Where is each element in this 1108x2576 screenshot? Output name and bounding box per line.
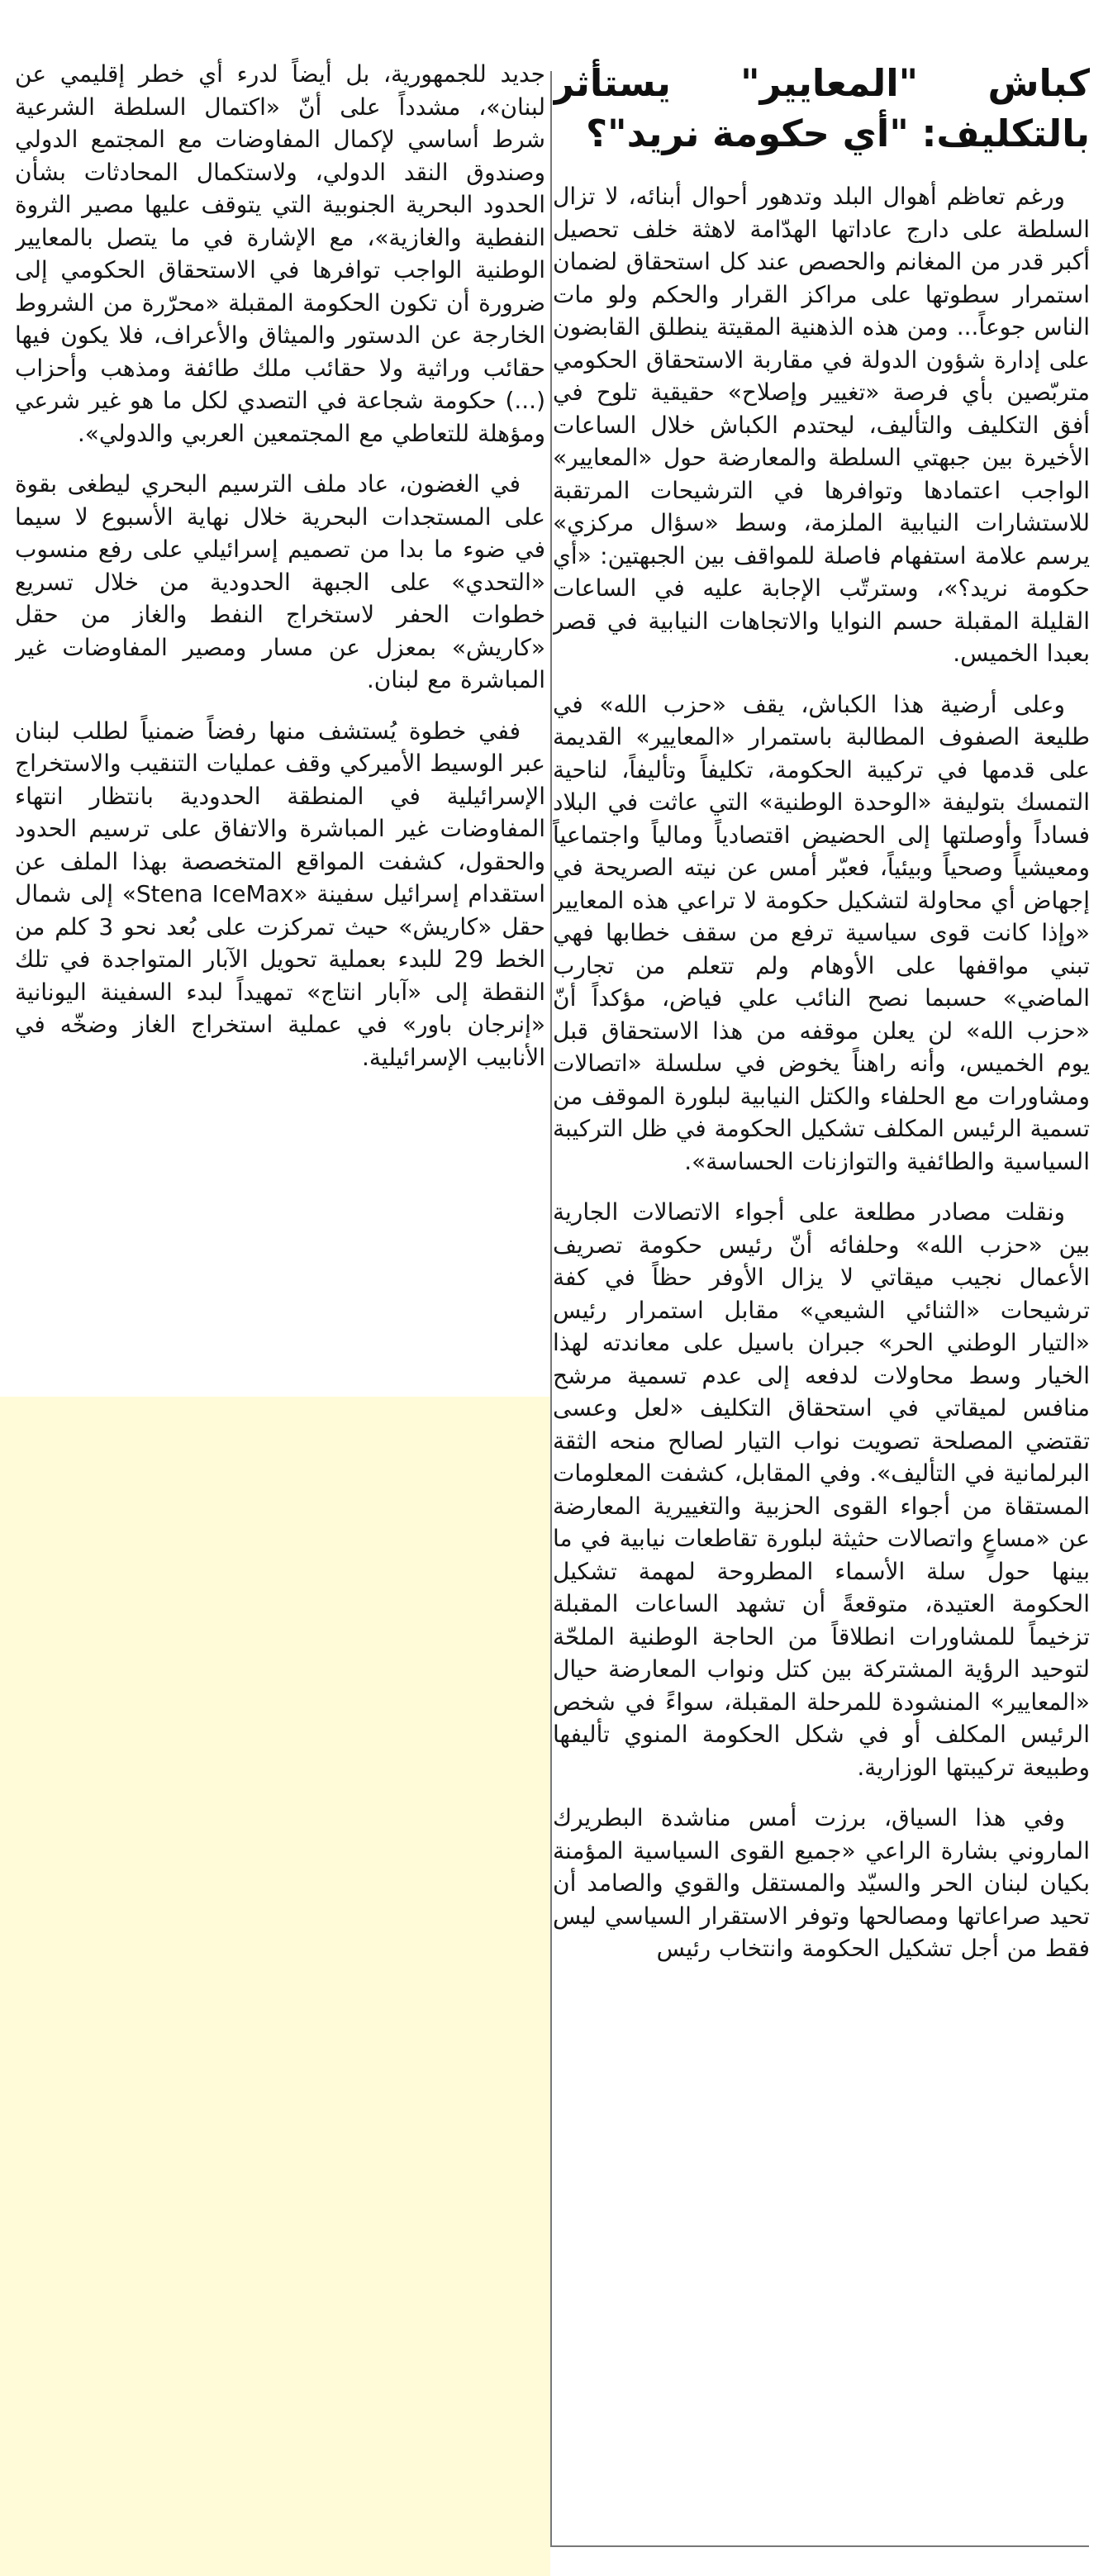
article-paragraph: في الغضون، عاد ملف الترسيم البحري ليطغى بقوة على المستجدات البحرية خلال نهاية الأسبوع لا سيما في ضوء ما بدا من تصميم إسرائيلي على رفع منسوب «التحدي» على الجبهة الحدودية من خلال تسريع خطوات الحفر لاستخراج النفط والغاز من حقل «كاريش» بمعزل عن مسار ومصير المفاوضات غير المباشرة مع لبنان. — [15, 470, 545, 693]
article-paragraph: ففي خطوة يُستشف منها رفضاً ضمنياً لطلب لبنان عبر الوسيط الأميركي وقف عمليات التنقيب والاستخراج الإسرائيلية في المنطقة الحدودية بانتظار انتهاء المفاوضات غير المباشرة والاتفاق على ترسيم الحدود والحقول، كشفت المواقع المتخصصة بهذا الملف عن استقدام إسرائيل سفينة «Stena IceMax» إلى شمال حقل «كاريش» حيث تمركزت على بُعد نحو 3 كلم من الخط 29 للبدء بعملية تحويل الآبار المتواجدة في تلك النقطة إلى «آبار انتاج» تمهيداً لبدء السفينة اليونانية «إنرجان باور» في عملية استخراج الغاز وضخّه في الأنابيب الإسرائيلية. — [15, 717, 545, 1071]
article-paragraph: وفي هذا السياق، برزت أمس مناشدة البطريرك الماروني بشارة الراعي «جميع القوى السياسية المؤمنة بكيان لبنان الحر والسيّد والمستقل والقوي والصامد أن تحيد صراعاتها ومصالحها وتوفر الاستقرار السياسي ليس فقط من أجل تشكيل الحكومة وانتخاب رئيس — [553, 1804, 1090, 1962]
article-paragraph-continued: جديد للجمهورية، بل أيضاً لدرء أي خطر إقليمي عن لبنان»، مشدداً على أنّ «اكتمال السلطة الشرعية شرط أساسي لإكمال المفاوضات مع المجتمع الدولي وصندوق النقد الدولي، ولاستكمال المحادثات بشأن الحدود البحرية الجنوبية التي يتوقف عليها مصير الثروة النفطية والغازية»، مع الإشارة في ما يتصل بالمعايير الوطنية الواجب توافرها في الاستحقاق الحكومي إلى ضرورة أن تكون الحكومة المقبلة «محرّرة من الشروط الخارجة عن الدستور والميثاق والأعراف، فلا يكون فيها حقائب وراثية ولا حقائب ملك طائفة ومذهب وأحزاب (...) حكومة شجاعة في التصدي لكل ما هو غير شرعي ومؤهلة للتعاطي مع المجتمعين العربي والدولي». — [15, 60, 545, 447]
article-left-column — [15, 58, 545, 1397]
article-paragraph: ونقلت مصادر مطلعة على أجواء الاتصالات الجارية بين «حزب الله» وحلفائه أنّ رئيس حكومة تصريف الأعمال نجيب ميقاتي لا يزال الأوفر حظاً في كفة ترشيحات «الثنائي الشيعي» مقابل استمرار رئيس «التيار الوطني الحر» جبران باسيل على معاندته لهذا الخيار وسط محاولات لدفعه إلى عدم تسمية مرشح منافس لميقاتي في استحقاق التكليف «لعل وعسى تقتضي المصلحة تصويت نواب التيار لصالح منحه الثقة البرلمانية في التأليف». وفي المقابل، كشفت المعلومات المستقاة من أجواء القوى الحزبية والتغييرية المعارضة عن «مساعٍ واتصالات حثيثة لبلورة تقاطعات نيابية في ما بينها حول سلة الأسماء المطروحة لمهمة تشكيل الحكومة العتيدة، متوقعةً أن تشهد الساعات المقبلة تزخيماً للمشاورات انطلاقاً من الحاجة الوطنية الملحّة لتوحيد الرؤية المشتركة بين كتل ونواب المعارضة حيال «المعايير» المنشودة للمرحلة المقبلة، سواءً في شخص الرئيس المكلف أو في شكل الحكومة المنوي تأليفها وطبيعة تركيبتها الوزارية. — [553, 1198, 1090, 1781]
article-right-column — [553, 58, 1090, 2545]
article-body-left — [15, 58, 545, 1074]
blank-highlight-panel — [0, 1397, 550, 2576]
article-headline: كباش "المعايير" يستأثر بالتكليف: "أي حكومة نريد"؟ — [553, 61, 1090, 155]
article-paragraph: وعلى أرضية هذا الكباش، يقف «حزب الله» في طليعة الصفوف المطالبة باستمرار «المعايير» القديمة على قدمها في تركيبة الحكومة، تكليفاً وتأليفاً، لناحية التمسك بتوليفة «الوحدة الوطنية» التي عاثت في البلاد فساداً وأوصلتها إلى الحضيض اقتصادياً ومالياً واجتماعياً ومعيشياً وصحياً وبيئياً، فعبّر أمس عن نيته الصريحة في إجهاض أي محاولة لتشكيل حكومة لا تراعي هذه المعايير «وإذا كانت قوى سياسية ترفع من سقف خطابها فهي تبني مواقفها على الأوهام ولم تتعلم من تجارب الماضي» حسبما نصح النائب علي فياض، مؤكداً أنّ «حزب الله» لن يعلن موقفه من هذا الاستحقاق قبل يوم الخميس، وأنه راهناً يخوض في سلسلة «اتصالات ومشاورات مع الحلفاء والكتل النيابية لبلورة الموقف من تسمية الرئيس المكلف تشكيل الحكومة في ظل التركيبة السياسية والطائفية والتوازنات الحساسة». — [553, 690, 1090, 1175]
article-paragraph: ورغم تعاظم أهوال البلد وتدهور أحوال أبنائه، لا تزال السلطة على دارج عاداتها الهدّامة لاهثة خلف تحصيل أكبر قدر من المغانم والحصص عند كل استحقاق لضمان استمرار سطوتها على مراكز القرار والحكم ولو مات الناس جوعاً... ومن هذه الذهنية المقيتة ينطلق القابضون على إدارة شؤون الدولة في مقاربة الاستحقاق الحكومي متربّصين بأي فرصة «تغيير وإصلاح» حقيقية تلوح في أفق التكليف والتأليف، ليحتدم الكباش خلال الساعات الأخيرة بين جبهتي السلطة والمعارضة حول «المعايير» الواجب اعتمادها وتوافرها في الترشيحات المرتقبة للاستشارات النيابية الملزمة، وسط «سؤال مركزي» يرسم علامة استفهام فاصلة للمواقف بين الجبهتين: «أي حكومة نريد؟»، وسترتّب الإجابة عليه في الساعات القليلة المقبلة حسم النوايا والاتجاهات النيابية في قصر بعبدا الخميس. — [553, 183, 1090, 667]
article-body-right — [553, 180, 1090, 1965]
column-divider — [550, 71, 552, 2545]
bottom-divider — [550, 2545, 1089, 2547]
